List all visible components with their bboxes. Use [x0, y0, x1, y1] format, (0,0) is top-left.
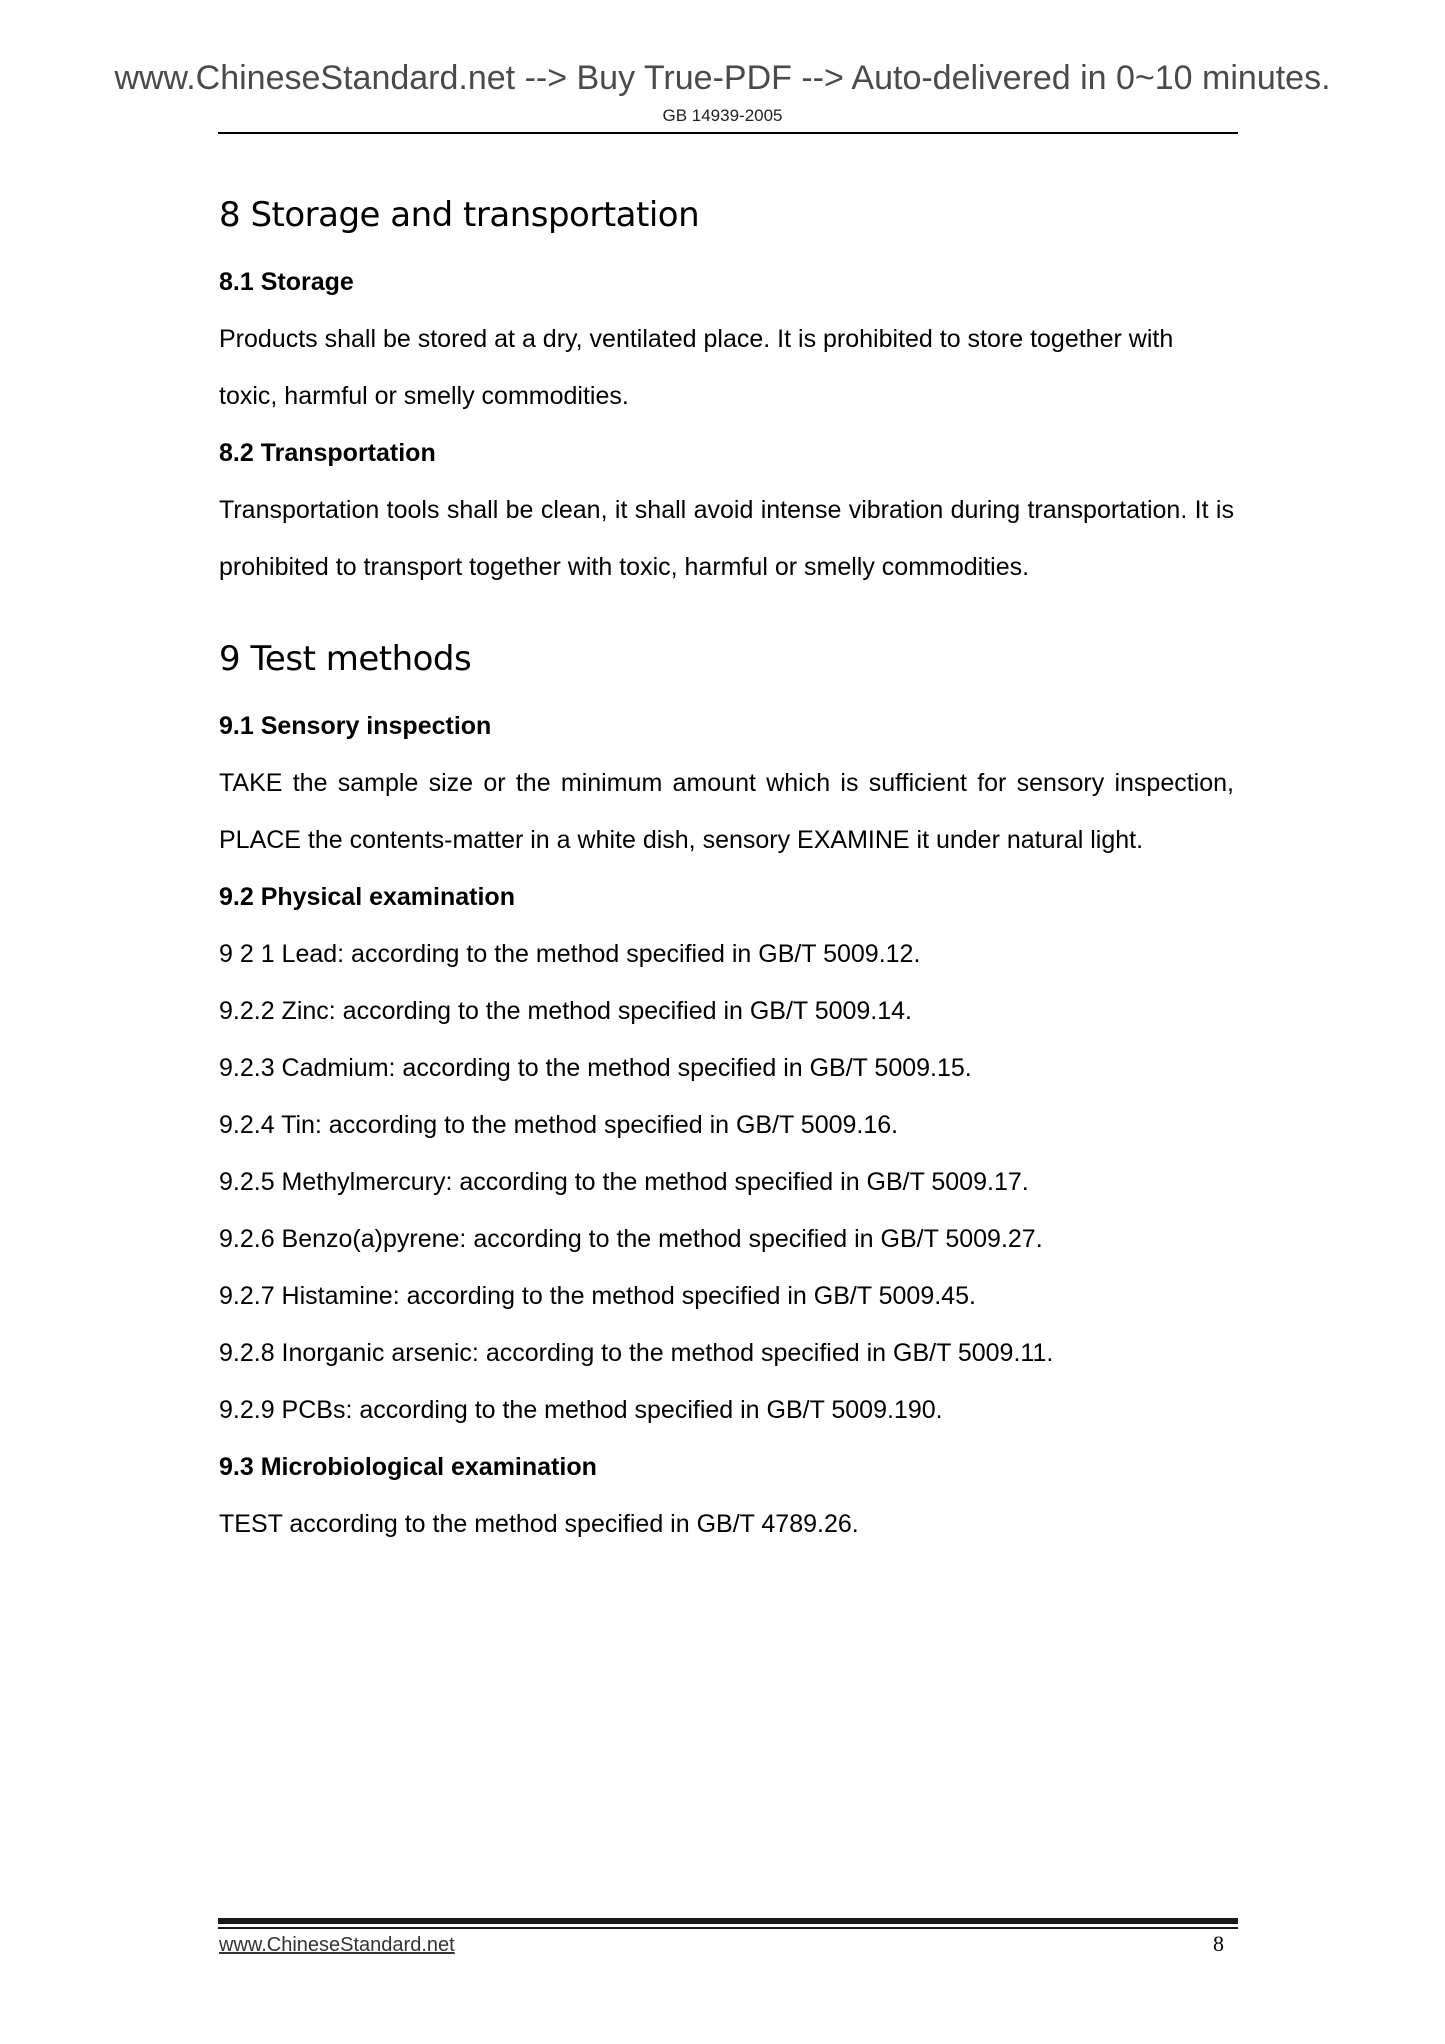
- subsection-9-2-heading: 9.2 Physical examination: [219, 883, 515, 911]
- item-9-2-8: 9.2.8 Inorganic arsenic: according to the method specified in GB/T 5009.11.: [219, 1339, 1054, 1367]
- document-code: GB 14939-2005: [662, 106, 783, 125]
- subsection-8-1-heading: 8.1 Storage: [219, 268, 354, 296]
- item-9-2-4: 9.2.4 Tin: according to the method specified in GB/T 5009.16.: [219, 1111, 899, 1139]
- section-9-title: 9 Test methods: [219, 639, 472, 679]
- subsection-8-1-text: Products shall be stored at a dry, ventilated place. It is prohibited to store together with toxic, harmful or smelly commodities.: [219, 325, 1174, 410]
- item-9-2-7: 9.2.7 Histamine: according to the method specified in GB/T 5009.45.: [219, 1282, 976, 1310]
- item-9-2-6: 9.2.6 Benzo(a)pyrene: according to the method specified in GB/T 5009.27.: [219, 1225, 1043, 1253]
- subsection-8-2-text: Transportation tools shall be clean, it shall avoid intense vibration during transportation. It is prohibited to transport together with toxic, harmful or smelly commodities.: [219, 496, 1234, 581]
- subsection-8-2-heading: 8.2 Transportation: [219, 439, 436, 467]
- item-9-2-5: 9.2.5 Methylmercury: according to the method specified in GB/T 5009.17.: [219, 1168, 1029, 1196]
- footer-rule-thin: [218, 1927, 1238, 1929]
- item-9-2-1: 9 2 1 Lead: according to the method specified in GB/T 5009.12.: [219, 940, 921, 968]
- footer-link[interactable]: www.ChineseStandard.net: [219, 1934, 455, 1956]
- subsection-9-3-heading: 9.3 Microbiological examination: [219, 1453, 597, 1481]
- subsection-9-1-heading: 9.1 Sensory inspection: [219, 712, 492, 740]
- item-9-2-2: 9.2.2 Zinc: according to the method specified in GB/T 5009.14.: [219, 997, 913, 1025]
- page-number: 8: [1213, 1931, 1224, 1956]
- header-rule: [218, 132, 1238, 134]
- footer-rule-thick: [218, 1918, 1238, 1924]
- subsection-9-1-text: TAKE the sample size or the minimum amount which is sufficient for sensory inspection, PLACE the contents-matter in a white dish, sensory EXAMINE it under natural light.: [219, 769, 1234, 854]
- item-9-2-9: 9.2.9 PCBs: according to the method specified in GB/T 5009.190.: [219, 1396, 943, 1424]
- subsection-9-3-text: TEST according to the method specified in GB/T 4789.26.: [219, 1510, 859, 1538]
- page-content: [219, 180, 1234, 1553]
- section-8-title: 8 Storage and transportation: [219, 195, 700, 235]
- item-9-2-3: 9.2.3 Cadmium: according to the method specified in GB/T 5009.15.: [219, 1054, 972, 1082]
- banner-text: www.ChineseStandard.net --> Buy True-PDF --> Auto-delivered in 0~10 minutes.: [114, 59, 1331, 97]
